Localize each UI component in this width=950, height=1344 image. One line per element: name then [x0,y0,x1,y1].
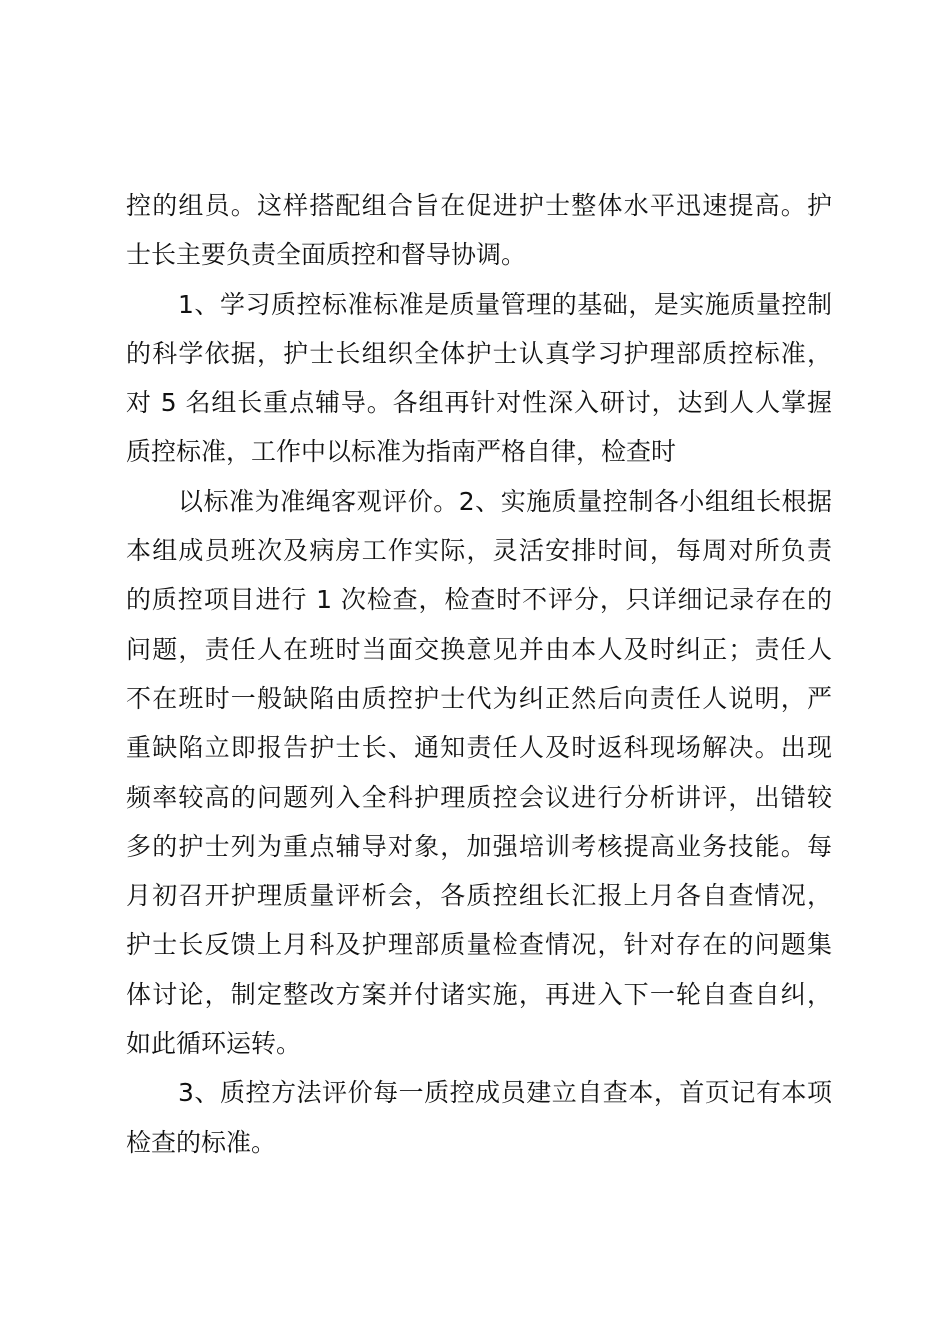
text-line: 护士长反馈上月科及护理部质量检查情况，针对存在的问题集 [126,930,832,960]
text-line: 本组成员班次及病房工作实际，灵活安排时间，每周对所负责 [126,536,832,566]
text-line: 问题，责任人在班时当面交换意见并由本人及时纠正；责任人 [126,634,832,664]
document-body [126,181,832,1167]
text-line: 重缺陷立即报告护士长、通知责任人及时返科现场解决。出现 [126,733,832,763]
text-line: 多的护士列为重点辅导对象，加强培训考核提高业务技能。每 [126,831,832,861]
text-line: 3、质控方法评价每一质控成员建立自查本，首页记有本项 [178,1078,832,1108]
text-line: 月初召开护理质量评析会，各质控组长汇报上月各自查情况， [126,881,832,911]
text-line: 士长主要负责全面质控和督导协调。 [126,240,527,270]
text-line: 频率较高的问题列入全科护理质控会议进行分析讲评，出错较 [126,782,832,812]
text-line: 如此循环运转。 [126,1029,302,1059]
text-line: 1、学习质控标准标准是质量管理的基础，是实施质量控制 [178,289,832,319]
text-line: 不在班时一般缺陷由质控护士代为纠正然后向责任人说明，严 [126,683,832,713]
text-line: 的质控项目进行 1 次检查，检查时不评分，只详细记录存在的 [126,585,832,615]
text-line: 对 5 名组长重点辅导。各组再针对性深入研讨，达到人人掌握 [126,388,832,418]
text-line: 控的组员。这样搭配组合旨在促进护士整体水平迅速提高。护 [126,191,832,220]
text-line: 质控标准，工作中以标准为指南严格自律，检查时 [126,437,677,467]
text-line: 检查的标准。 [126,1127,277,1157]
text-line: 以标准为准绳客观评价。2、实施质量控制各小组组长根据 [178,486,832,516]
text-line: 的科学依据，护士长组织全体护士认真学习护理部质控标准， [126,338,832,368]
text-line: 体讨论，制定整改方案并付诸实施，再进入下一轮自查自纠， [126,979,832,1009]
